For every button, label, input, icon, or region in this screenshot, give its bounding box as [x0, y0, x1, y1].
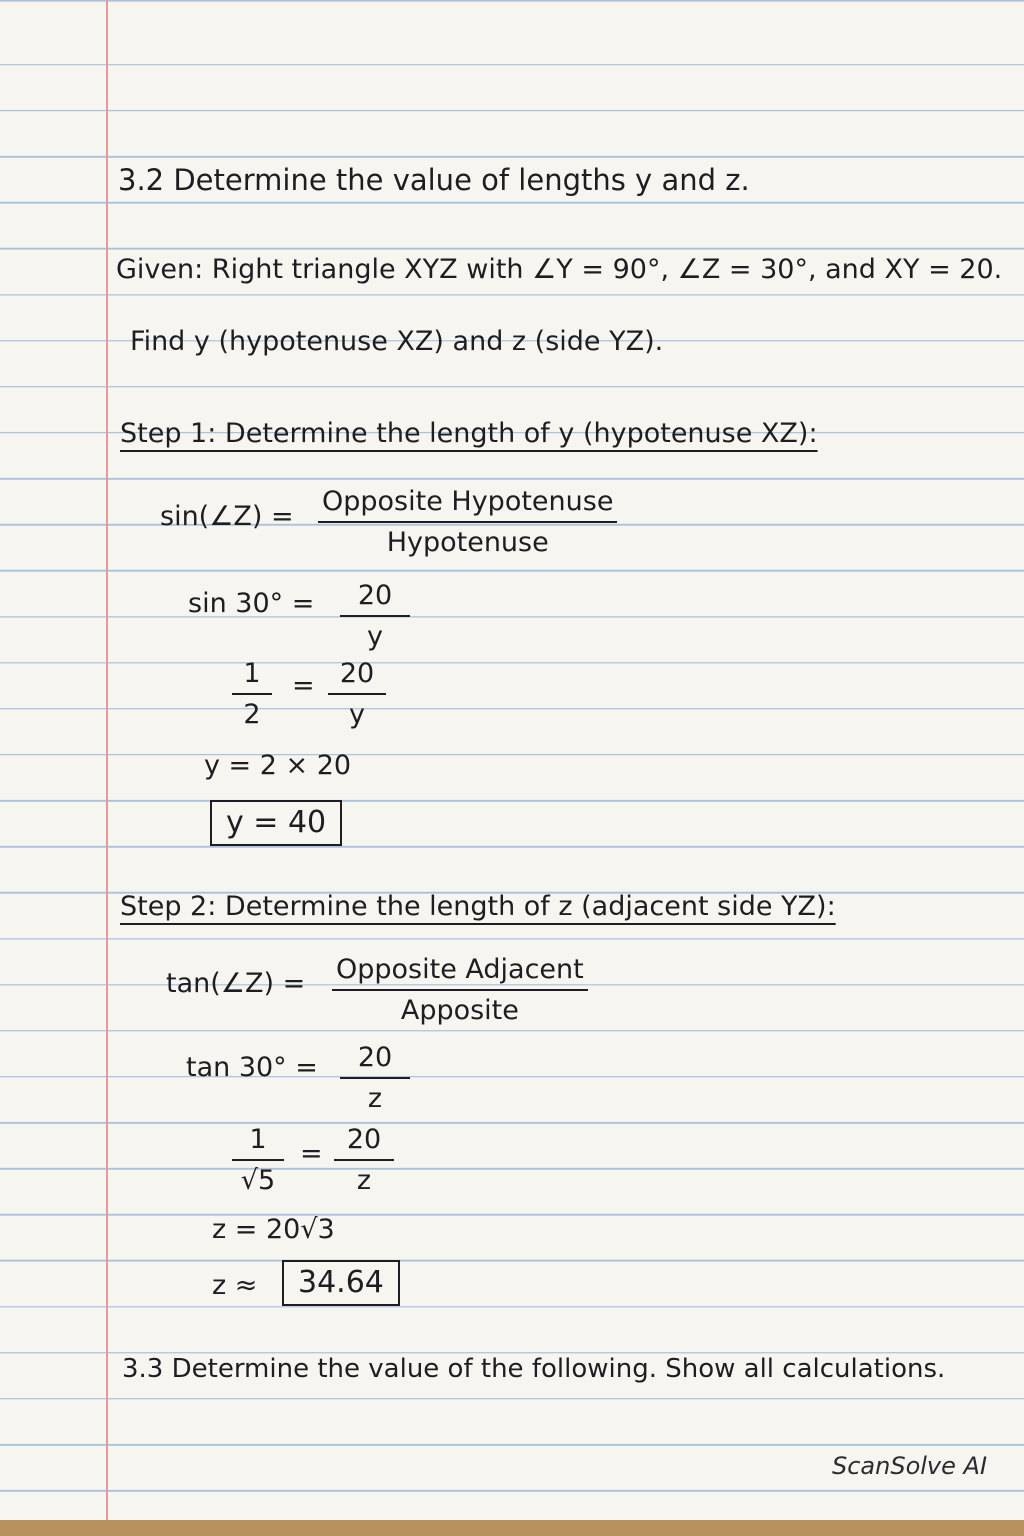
- step1-line3-numerator: 20: [328, 660, 386, 695]
- step1-sin-denominator: Hypotenuse: [386, 527, 549, 558]
- step2-line2-lhs: tan 30° =: [186, 1052, 318, 1083]
- step2-approx-lhs: z ≈: [212, 1270, 258, 1301]
- step1-sin-numerator: Opposite Hypotenuse: [318, 488, 617, 523]
- step1-sin-fraction: [318, 488, 617, 556]
- step2-line2-fraction: [340, 1044, 410, 1112]
- margin-line: [106, 0, 108, 1536]
- step2-answer-box: 34.64: [282, 1260, 400, 1306]
- step1-half-fraction: [232, 660, 272, 728]
- step2-line4: z = 20√3: [212, 1214, 335, 1245]
- step2-root-denominator: √5: [240, 1165, 276, 1196]
- problem-3-2-heading: 3.2 Determine the value of lengths y and z.: [118, 163, 750, 197]
- step1-line2-denominator: y: [367, 621, 383, 652]
- step2-line3-fraction: [334, 1126, 394, 1194]
- step2-root-numerator: 1: [232, 1126, 284, 1161]
- step1-sin-lhs: sin(∠Z) =: [160, 501, 294, 532]
- step2-tan-lhs: tan(∠Z) =: [166, 968, 306, 999]
- step2-tan-denominator: Apposite: [400, 995, 519, 1026]
- step1-line2-fraction: [340, 582, 410, 650]
- step1-title: Step 1: Determine the length of y (hypotenuse XZ):: [120, 418, 818, 449]
- step2-title: Step 2: Determine the length of z (adjacent side YZ):: [120, 891, 836, 922]
- scansolve-signature: ScanSolve AI: [832, 1452, 988, 1480]
- step1-line4: y = 2 × 20: [204, 750, 352, 781]
- given-text: Given: Right triangle XYZ with ∠Y = 90°, ∠Z = 30°, and XY = 20.: [116, 254, 1003, 285]
- step2-tan-fraction: [332, 956, 588, 1024]
- desk-surface: [0, 1520, 1024, 1536]
- step2-line3-denominator: z: [356, 1165, 372, 1196]
- step2-tan-numerator: Opposite Adjacent: [332, 956, 588, 991]
- step2-equals: =: [300, 1138, 323, 1169]
- step2-line2-numerator: 20: [340, 1044, 410, 1079]
- step2-line3-numerator: 20: [334, 1126, 394, 1161]
- step1-line3-fraction: [328, 660, 386, 728]
- step1-answer-box: y = 40: [210, 800, 342, 846]
- step1-half-numerator: 1: [232, 660, 272, 695]
- step2-line2-denominator: z: [367, 1083, 383, 1114]
- find-text: Find y (hypotenuse XZ) and z (side YZ).: [130, 326, 664, 357]
- step1-line3-denominator: y: [349, 699, 365, 730]
- step1-line2-lhs: sin 30° =: [188, 588, 315, 619]
- problem-3-3-heading: 3.3 Determine the value of the following. Show all calculations.: [122, 1354, 946, 1384]
- step2-root-fraction: [232, 1126, 284, 1194]
- step1-equals: =: [292, 670, 315, 701]
- step1-half-denominator: 2: [243, 699, 261, 730]
- step1-line2-numerator: 20: [340, 582, 410, 617]
